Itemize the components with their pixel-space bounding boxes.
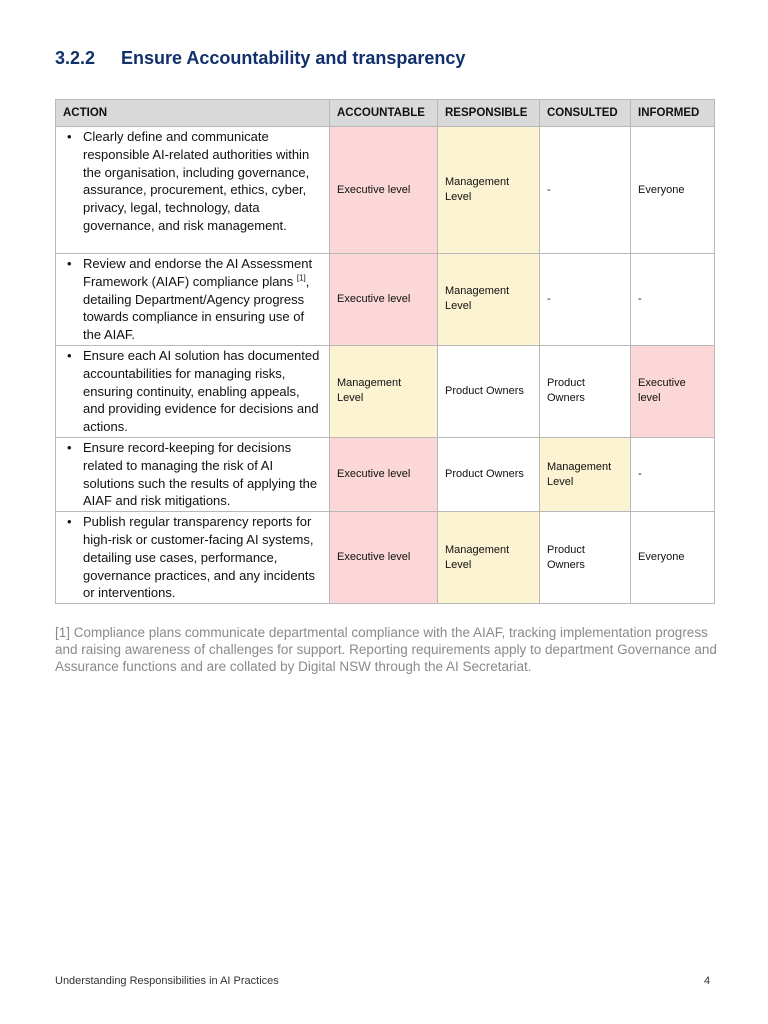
section-number: 3.2.2 [55,48,96,68]
informed-cell: Everyone [631,512,715,604]
bullet-icon: • [67,514,72,530]
header-consulted: CONSULTED [540,100,631,127]
responsible-cell: Management Level [438,512,540,604]
table-header-row [56,100,715,127]
accountable-cell: Executive level [330,437,438,511]
footnote-reference: [1] [296,273,306,283]
consulted-cell: Management Level [540,437,631,511]
informed-cell: Everyone [631,127,715,254]
table-row [56,254,715,346]
informed-cell: - [631,254,715,346]
action-cell [56,127,330,254]
action-text: Ensure record-keeping for decisions related to managing the risk of AI solutions such the results of applying the AIAF and risk mitigations. [83,439,318,509]
responsible-cell: Product Owners [438,437,540,511]
page-number: 4 [704,975,711,987]
consulted-cell: Product Owners [540,512,631,604]
table-row [56,437,715,511]
action-text-tail: , detailing Department/Agency progress towards compliance in ensuring use of the AIAF. [83,273,310,343]
accountable-cell: Management Level [330,345,438,437]
consulted-cell: Product Owners [540,345,631,437]
consulted-cell: - [540,127,631,254]
table-row [56,127,715,254]
header-accountable: ACCOUNTABLE [330,100,438,127]
action-cell [56,437,330,511]
section-title: Ensure Accountability and transparency [121,48,466,68]
bullet-icon: • [67,347,72,363]
table-row [56,345,715,437]
action-text: Review and endorse the AI Assessment Framework (AIAF) compliance plans [83,256,313,289]
bullet-icon: • [67,129,72,144]
action-text: Ensure each AI solution has documented accountabilities for managing risks, ensuring continuity, enabling appeals, and providing evidence for decisions and actions. [83,347,320,435]
footnote-text: [1] Compliance plans communicate departmental compliance with the AIAF, tracking implementation progress and raising awareness of challenges for support. Reporting requirements apply to department Governance and Assurance functions and are collated by Digital NSW through the AI Secretariat. [55,625,717,674]
accountable-cell: Executive level [330,127,438,254]
header-action: ACTION [56,100,330,127]
raci-table [55,99,715,604]
bullet-icon: • [67,439,72,455]
responsible-cell: Management Level [438,254,540,346]
action-text: Publish regular transparency reports for high-risk or customer-facing AI systems, detailing use cases, performance, governance practices, and any incidents or interventions. [83,514,315,601]
table-row [56,512,715,604]
responsible-cell: Product Owners [438,345,540,437]
action-text: Clearly define and communicate responsible AI-related authorities within the organisation, including governance, assurance, procurement, ethics, cyber, privacy, legal, technology, data governance, and risk management. [83,129,310,233]
action-cell [56,512,330,604]
section-heading [55,48,465,69]
action-cell [56,345,330,437]
action-cell [56,254,330,346]
footer-document-title: Understanding Responsibilities in AI Practices [55,975,279,987]
header-responsible: RESPONSIBLE [438,100,540,127]
responsible-cell: Management Level [438,127,540,254]
consulted-cell: - [540,254,631,346]
accountable-cell: Executive level [330,512,438,604]
accountable-cell: Executive level [330,254,438,346]
informed-cell: Executive level [631,345,715,437]
informed-cell: - [631,437,715,511]
header-informed: INFORMED [631,100,715,127]
bullet-icon: • [67,256,72,271]
